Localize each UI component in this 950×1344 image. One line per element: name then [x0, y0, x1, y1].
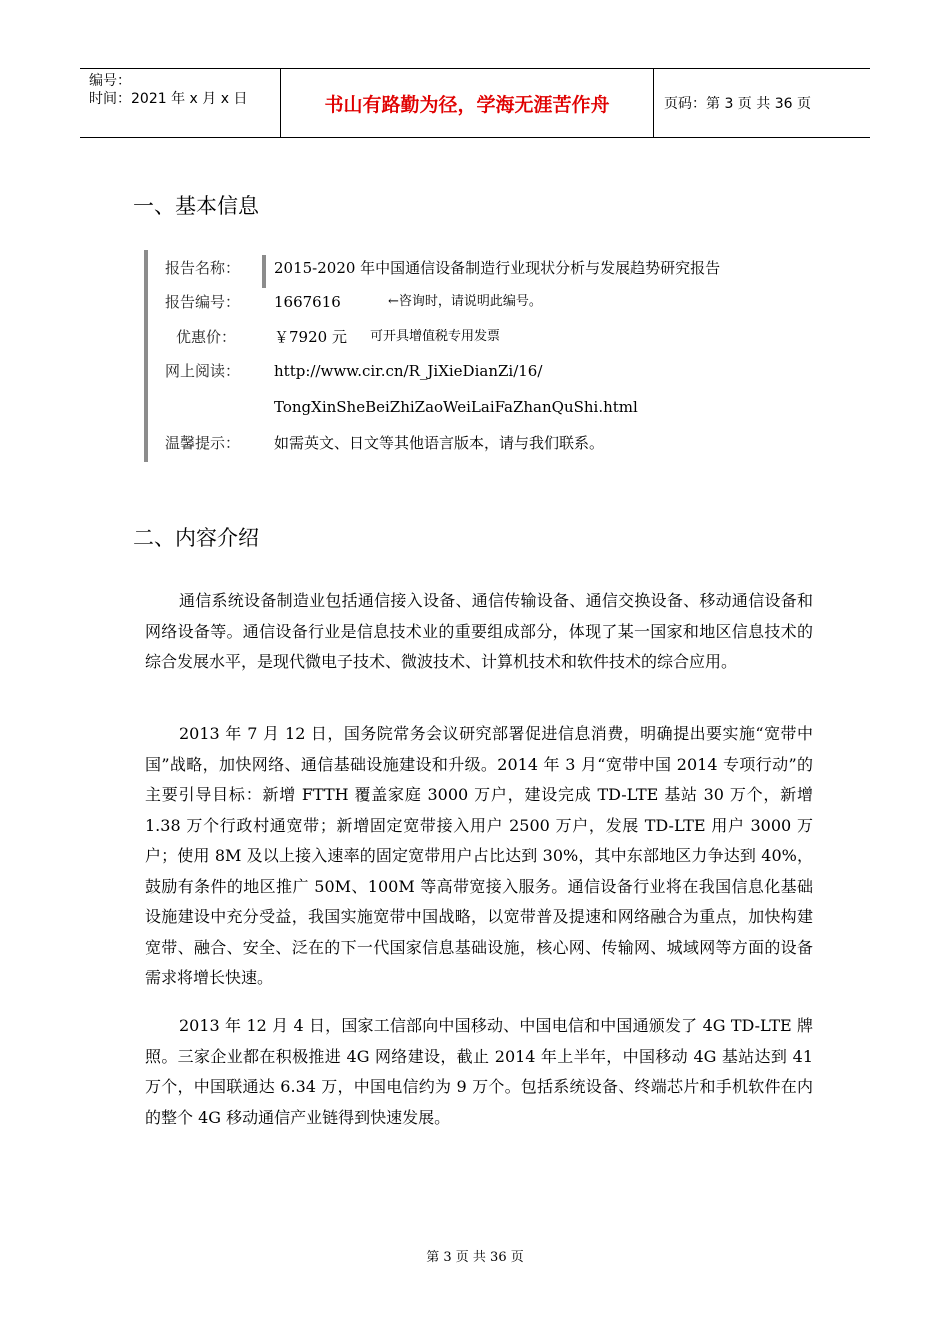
- number-label: 编号：: [89, 73, 131, 89]
- online-label: 网上阅读：: [165, 362, 241, 380]
- section-title-basic-info: 一、基本信息: [133, 194, 259, 218]
- tip-label: 温馨提示：: [165, 434, 241, 452]
- report-name-bar: [262, 255, 266, 288]
- price-note: 可开具增值税专用发票: [370, 329, 501, 344]
- paragraph-1: 通信系统设备制造业包括通信接入设备、通信传输设备、通信交换设备、移动通信设备和网络设备等。通信设备行业是信息技术业的重要组成部分，体现了某一国家和地区信息技术的综合发展水平，是现代微电子技术、微波技术、计算机技术和软件技术的综合应用。: [145, 591, 813, 671]
- online-link-line1[interactable]: http://www.cir.cn/R_JiXieDianZi/16/: [274, 362, 543, 380]
- page-footer: 第 3 页 共 36 页: [426, 1250, 524, 1265]
- tip-value: 如需英文、日文等其他语言版本，请与我们联系。: [274, 434, 605, 452]
- header-motto: 书山有路勤为径，学海无涯苦作舟: [281, 69, 654, 137]
- report-id-note: ←咨询时，请说明此编号。: [388, 294, 542, 309]
- basic-info-block: [144, 250, 828, 462]
- online-link-line2[interactable]: TongXinSheBeiZhiZaoWeiLaiFaZhanQuShi.html: [274, 398, 638, 416]
- section-title-content-intro: 二、内容介绍: [133, 526, 259, 550]
- paragraph-3: 2013 年 12 月 4 日，国家工信部向中国移动、中国电信和中国通颁发了 4G TD-LTE 牌照。三家企业都在积极推进 4G 网络建设，截止 2014 年上半年，中国移动 4G 基站达到 41 万个，中国联通达 6.34 万，中国电信约为 9 万个。包括系统设备、终端芯片和手机软件在内的整个 4G 移动通信产业链得到快速发展。: [145, 1016, 813, 1127]
- price-value: ￥7920 元: [274, 328, 347, 346]
- report-name-label: 报告名称：: [165, 259, 241, 277]
- page-header: [80, 68, 870, 138]
- report-id-value: 1667616: [274, 293, 341, 311]
- price-label: 优惠价：: [175, 328, 236, 346]
- header-left-cell: [80, 69, 281, 137]
- page-info-text: 页码：第 3 页 共 36 页: [664, 96, 811, 112]
- header-page-info: [654, 69, 870, 137]
- time-label: 时间：2021 年 x 月 x 日: [89, 91, 248, 107]
- report-id-label: 报告编号：: [165, 293, 241, 311]
- paragraph-2: 2013 年 7 月 12 日，国务院常务会议研究部署促进信息消费，明确提出要实施“宽带中国”战略，加快网络、通信基础设施建设和升级。2014 年 3 月“宽带中国 2014 专项行动”的主要引导目标：新增 FTTH 覆盖家庭 3000 万户，建设完成 TD-LTE 基站 30 万个，新增 1.38 万个行政村通宽带；新增固定宽带接入用户 2500 万户，发展 TD-LTE 用户 3000 万户；使用 8M 及以上接入速率的固定宽带用户占比达到 30%，其中东部地区力争达到 40%，鼓励有条件的地区推广 50M、100M 等高带宽接入服务。通信设备行业将在我国信息化基础设施建设中充分受益，我国实施宽带中国战略，以宽带普及提速和网络融合为重点，加快构建宽带、融合、安全、泛在的下一代国家信息基础设施，核心网、传输网、城域网等方面的设备需求将增长快速。: [145, 724, 813, 987]
- report-name-value: 2015-2020 年中国通信设备制造行业现状分析与发展趋势研究报告: [274, 259, 721, 277]
